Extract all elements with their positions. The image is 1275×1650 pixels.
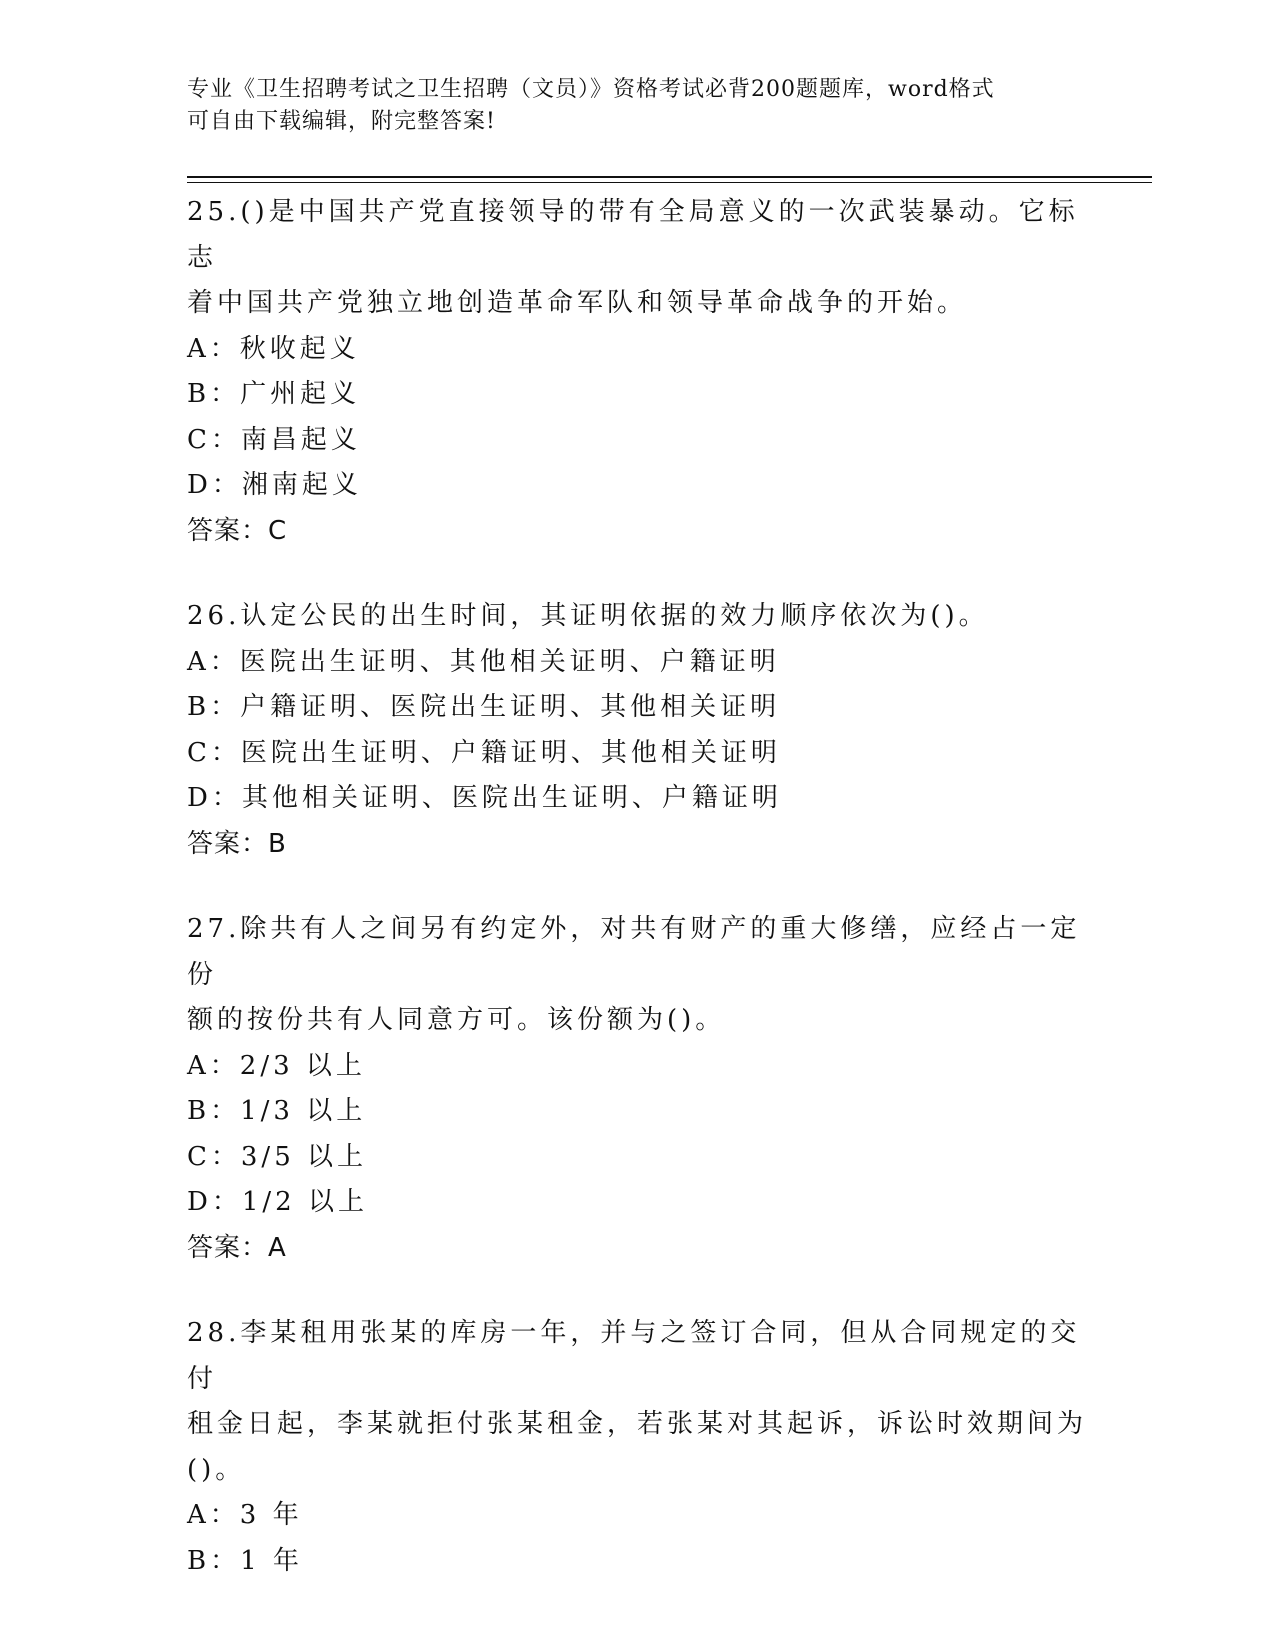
question-stem-line: ()。 — [187, 1454, 246, 1485]
option-b: B：1/3 以上 — [187, 1096, 367, 1126]
option-a: A：2/3 以上 — [187, 1050, 366, 1081]
question-stem-line: 着中国共产党独立地创造革命军队和领导革命战争的开始。 — [187, 288, 968, 318]
answer: 答案：A — [187, 1232, 287, 1263]
question-stem-line: 27.除共有人之间另有约定外，对共有财产的重大修缮，应经占一定份 — [187, 914, 1081, 990]
header-line-1: 专业《卫生招聘考试之卫生招聘（文员）》资格考试必背200题题库，word格式 — [187, 77, 995, 102]
option-c: C：3/5 以上 — [187, 1141, 368, 1172]
header-divider-thick — [187, 176, 1152, 178]
header-line-2: 可自由下载编辑，附完整答案! — [187, 109, 496, 134]
document-header — [187, 74, 1087, 138]
question-list — [187, 190, 1087, 1624]
option-d: D：湘南起义 — [187, 470, 362, 500]
question-25 — [187, 190, 1087, 554]
answer: 答案：C — [187, 515, 288, 546]
question-stem-line: 额的按份共有人同意方可。该份额为()。 — [187, 1005, 726, 1035]
option-a: A：医院出生证明、其他相关证明、户籍证明 — [187, 646, 780, 677]
answer: 答案：B — [187, 828, 287, 859]
option-d: D：其他相关证明、医院出生证明、户籍证明 — [187, 783, 782, 813]
question-stem-line: 26.认定公民的出生时间，其证明依据的效力顺序依次为()。 — [187, 601, 989, 631]
question-26 — [187, 594, 1087, 867]
option-b: B：广州起义 — [187, 379, 361, 409]
option-b: B：1 年 — [187, 1545, 303, 1576]
question-stem-line: 28.李某租用张某的库房一年，并与之签订合同，但从合同规定的交付 — [187, 1318, 1081, 1394]
option-b: B：户籍证明、医院出生证明、其他相关证明 — [187, 692, 781, 722]
question-stem-line: 租金日起，李某就拒付张某租金，若张某对其起诉，诉讼时效期间为 — [187, 1409, 1088, 1439]
option-a: A：3 年 — [187, 1500, 303, 1530]
option-c: C：医院出生证明、户籍证明、其他相关证明 — [187, 737, 781, 768]
option-d: D：1/2 以上 — [187, 1187, 368, 1217]
question-27 — [187, 907, 1087, 1271]
option-c: C：南昌起义 — [187, 424, 361, 455]
header-divider-thin — [187, 182, 1152, 183]
question-stem-line: 25.()是中国共产党直接领导的带有全局意义的一次武装暴动。它标志 — [187, 197, 1079, 273]
question-28 — [187, 1311, 1087, 1584]
option-a: A：秋收起义 — [187, 333, 360, 364]
